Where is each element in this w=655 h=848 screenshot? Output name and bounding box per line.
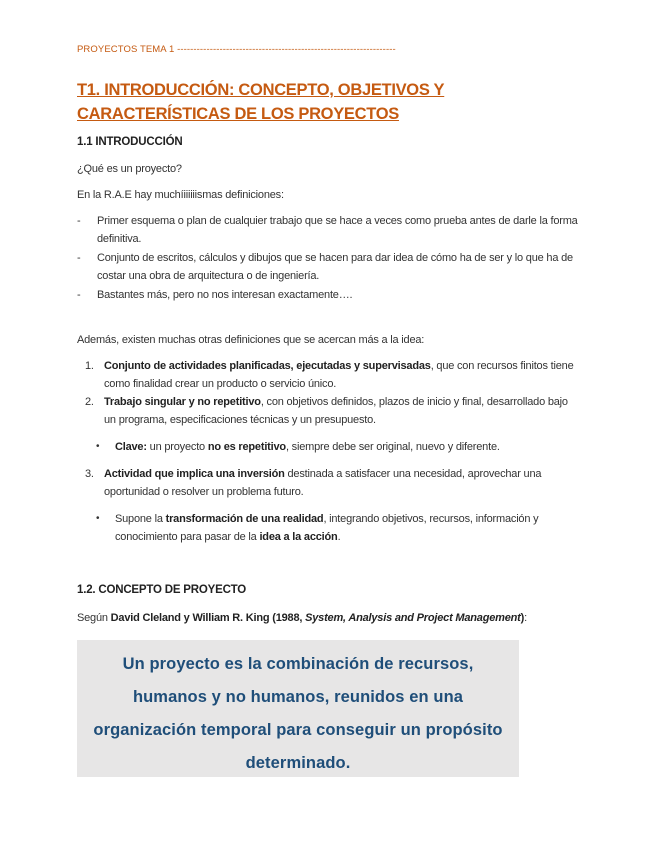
numbered-definitions-list — [77, 357, 582, 429]
section-heading-concepto: 1.2. CONCEPTO DE PROYECTO — [77, 584, 247, 596]
definition-quote-box: Un proyecto es la combinación de recursos, humanos y no humanos, reunidos en una organización temporal para conseguir un propósito determinado. — [77, 640, 519, 777]
page-header: PROYECTOS TEMA 1 ------------------------------------------------------------------- — [77, 44, 396, 55]
other-definitions-intro: Además, existen muchas otras definiciones que se acercan más a la idea: — [77, 334, 425, 346]
list-item: - Bastantes más, pero no nos interesan exactamente…. — [77, 289, 353, 301]
list-item: • Clave: un proyecto no es repetitivo, siempre debe ser original, nuevo y diferente. — [96, 441, 500, 453]
citation-text: Según David Cleland y William R. King (1988, System, Analysis and Project Management): — [77, 612, 527, 624]
rae-intro-text: En la R.A.E hay muchíiiiiiismas definiciones: — [77, 189, 284, 201]
clave-bullet-list — [77, 438, 582, 456]
list-item: - Conjunto de escritos, cálculos y dibujos que se hacen para dar idea de cómo ha de ser y lo que ha de costar una obra de arquitectura o de ingeniería. — [77, 252, 573, 282]
rae-definitions-list — [77, 212, 582, 305]
transformacion-bullet-list — [77, 510, 582, 546]
list-item: 2. Trabajo singular y no repetitivo, con objetivos definidos, plazos de inicio y final, desarrollado bajo un programa, especificaciones técnicas y un presupuesto. — [85, 396, 568, 426]
list-item: • Supone la transformación de una realidad, integrando objetivos, recursos, información y conocimiento para pasar de la idea a la acción. — [96, 513, 539, 543]
question-text: ¿Qué es un proyecto? — [77, 163, 182, 175]
list-item: 3. Actividad que implica una inversión destinada a satisfacer una necesidad, aprovechar una oportunidad o resolver un problema futuro. — [85, 468, 542, 498]
list-item: - Primer esquema o plan de cualquier trabajo que se hace a veces como prueba antes de darle la forma definitiva. — [77, 215, 578, 245]
document-title: T1. INTRODUCCIÓN: CONCEPTO, OBJETIVOS Y CARACTERÍSTICAS DE LOS PROYECTOS — [77, 81, 445, 123]
section-heading-introduccion: 1.1 INTRODUCCIÓN — [77, 136, 183, 148]
numbered-definitions-list-cont — [77, 465, 582, 501]
list-item: 1. Conjunto de actividades planificadas, ejecutadas y supervisadas, que con recursos finitos tiene como finalidad crear un producto o servicio único. — [85, 360, 574, 390]
